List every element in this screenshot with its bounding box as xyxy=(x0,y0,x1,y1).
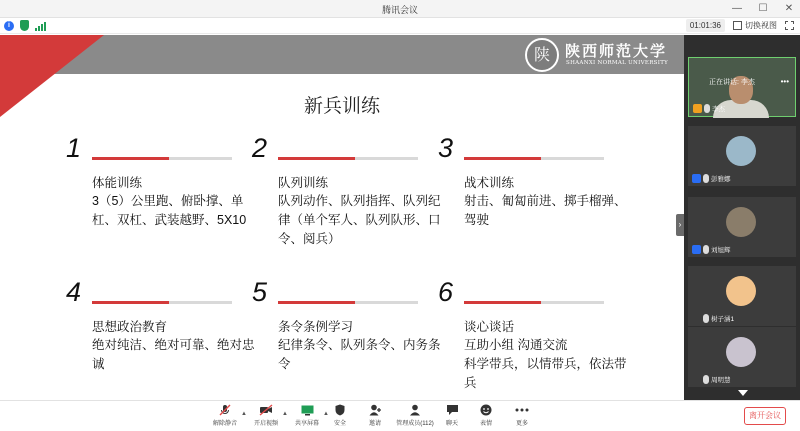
fullscreen-icon[interactable] xyxy=(785,21,794,30)
share-screen-icon xyxy=(300,404,314,416)
mic-muted-icon xyxy=(218,404,232,416)
more-button[interactable] xyxy=(502,404,542,427)
security-shield-icon[interactable] xyxy=(20,20,29,31)
item-title: 条令条例学习 xyxy=(278,320,354,334)
switch-view-button[interactable] xyxy=(733,20,777,31)
university-name-cn: 陕西师范大学 xyxy=(565,42,668,60)
participant-tile[interactable] xyxy=(688,126,796,186)
invite-button[interactable] xyxy=(355,404,395,427)
more-icon xyxy=(515,404,529,416)
window-title-bar xyxy=(0,0,800,18)
participant-video-panel xyxy=(684,35,800,400)
tool-label: 管理成员(112) xyxy=(396,421,434,427)
item-divider xyxy=(92,157,232,160)
maximize-icon[interactable]: ☐ xyxy=(758,3,768,14)
user-icon xyxy=(692,245,701,254)
emoji-button[interactable] xyxy=(466,404,506,427)
participant-name: 李杰 xyxy=(712,106,725,113)
start-video-button[interactable] xyxy=(246,404,286,427)
participant-name: 刘旭辉 xyxy=(711,247,731,254)
tool-label: 表情 xyxy=(479,421,492,427)
university-name-en: SHAANXI NORMAL UNIVERSITY xyxy=(566,60,669,66)
item-divider xyxy=(278,301,418,304)
participant-name: 周明慧 xyxy=(711,377,731,384)
tile-more-icon[interactable]: ••• xyxy=(780,77,789,86)
avatar xyxy=(726,207,756,237)
tool-label: 邀请 xyxy=(368,421,381,427)
item-body: 射击、匍匐前进、掷手榴弹、驾驶 xyxy=(464,194,627,227)
user-icon xyxy=(692,174,701,183)
participant-name: 树子涵1 xyxy=(711,316,735,323)
university-seal-logo: 陕 xyxy=(525,38,559,72)
item-title: 思想政治教育 xyxy=(92,320,168,334)
speaking-indicator: 正在讲话: 李杰 xyxy=(709,79,755,86)
tool-label: 共享屏幕 xyxy=(294,421,319,427)
scroll-down-icon[interactable] xyxy=(738,390,748,396)
meeting-status-bar xyxy=(0,18,800,34)
participant-tile[interactable] xyxy=(688,266,796,326)
user-icon xyxy=(692,375,701,384)
shared-slide xyxy=(0,35,684,399)
security-button[interactable] xyxy=(320,404,360,427)
participant-name-row xyxy=(692,174,731,183)
invite-icon xyxy=(368,404,382,416)
mic-icon xyxy=(703,245,709,254)
participant-name-row xyxy=(693,104,725,113)
participant-name-row xyxy=(692,375,731,384)
avatar xyxy=(726,337,756,367)
item-title: 谈心谈话 xyxy=(464,320,515,334)
meeting-timer: 01:01:36 xyxy=(686,19,725,32)
tool-label: 安全 xyxy=(333,421,346,427)
item-divider xyxy=(92,301,232,304)
app-title: 腾讯会议 xyxy=(381,5,418,15)
unmute-button[interactable] xyxy=(205,404,245,427)
avatar xyxy=(726,136,756,166)
mic-icon xyxy=(704,104,710,113)
meeting-toolbar xyxy=(0,400,800,431)
item-body: 绝对纯洁、绝对可靠、绝对忠诚 xyxy=(92,338,255,371)
item-number: 5 xyxy=(252,277,268,307)
status-indicators xyxy=(4,20,46,31)
switch-view-label: 切换视图 xyxy=(745,21,777,30)
participant-name-row xyxy=(692,314,734,323)
network-signal-icon[interactable] xyxy=(35,21,46,31)
item-number: 2 xyxy=(252,133,268,163)
item-divider xyxy=(464,157,604,160)
item-divider xyxy=(278,157,418,160)
avatar xyxy=(726,276,756,306)
item-title: 队列训练 xyxy=(278,176,329,190)
emoji-icon xyxy=(479,404,493,416)
participant-tile[interactable] xyxy=(688,57,796,117)
chat-icon xyxy=(445,404,459,416)
item-number: 3 xyxy=(438,133,454,163)
mic-icon xyxy=(703,314,709,323)
participant-tile[interactable] xyxy=(688,327,796,387)
mic-options-chevron-icon[interactable]: ▲ xyxy=(241,411,247,417)
item-body: 队列动作、队列指挥、队列纪律（单个军人、队列队形、口令、阅兵） xyxy=(278,194,441,246)
info-icon[interactable]: i xyxy=(4,21,14,31)
participant-name: 彭雅娜 xyxy=(711,176,731,183)
leave-meeting-button[interactable]: 离开会议 xyxy=(744,407,786,425)
item-body: 3（5）公里跑、俯卧撑、单杠、双杠、武装越野、5X10 xyxy=(92,194,247,227)
close-icon[interactable]: ✕ xyxy=(784,3,794,14)
tool-label: 聊天 xyxy=(445,421,458,427)
tool-label: 更多 xyxy=(515,421,528,427)
camera-off-icon xyxy=(259,404,273,416)
window-controls xyxy=(730,2,796,15)
participant-tile[interactable] xyxy=(688,197,796,257)
item-number: 6 xyxy=(438,277,454,307)
video-options-chevron-icon[interactable]: ▲ xyxy=(282,411,288,417)
item-body: 互助小组 沟通交流 科学带兵，以情带兵，依法带兵 xyxy=(464,338,627,390)
grid-view-icon xyxy=(733,21,742,30)
user-icon xyxy=(692,314,701,323)
host-icon xyxy=(693,104,702,113)
minimize-icon[interactable]: — xyxy=(732,3,742,14)
mic-icon xyxy=(703,375,709,384)
status-right-group xyxy=(686,19,794,32)
members-icon xyxy=(408,404,422,416)
item-title: 战术训练 xyxy=(464,176,515,190)
tool-label: 开启视频 xyxy=(253,421,278,427)
item-body: 纪律条令、队列条令、内务条令 xyxy=(278,338,441,371)
item-divider xyxy=(464,301,604,304)
mic-icon xyxy=(703,174,709,183)
share-options-chevron-icon[interactable]: ▲ xyxy=(323,411,329,417)
tool-label: 解除静音 xyxy=(212,421,237,427)
shield-icon xyxy=(333,404,347,416)
collapse-panel-handle[interactable]: › xyxy=(676,214,684,236)
participant-name-row xyxy=(692,245,731,254)
item-title: 体能训练 xyxy=(92,176,143,190)
item-number: 4 xyxy=(66,277,82,307)
item-number: 1 xyxy=(66,133,82,163)
slide-title: 新兵训练 xyxy=(303,96,380,117)
